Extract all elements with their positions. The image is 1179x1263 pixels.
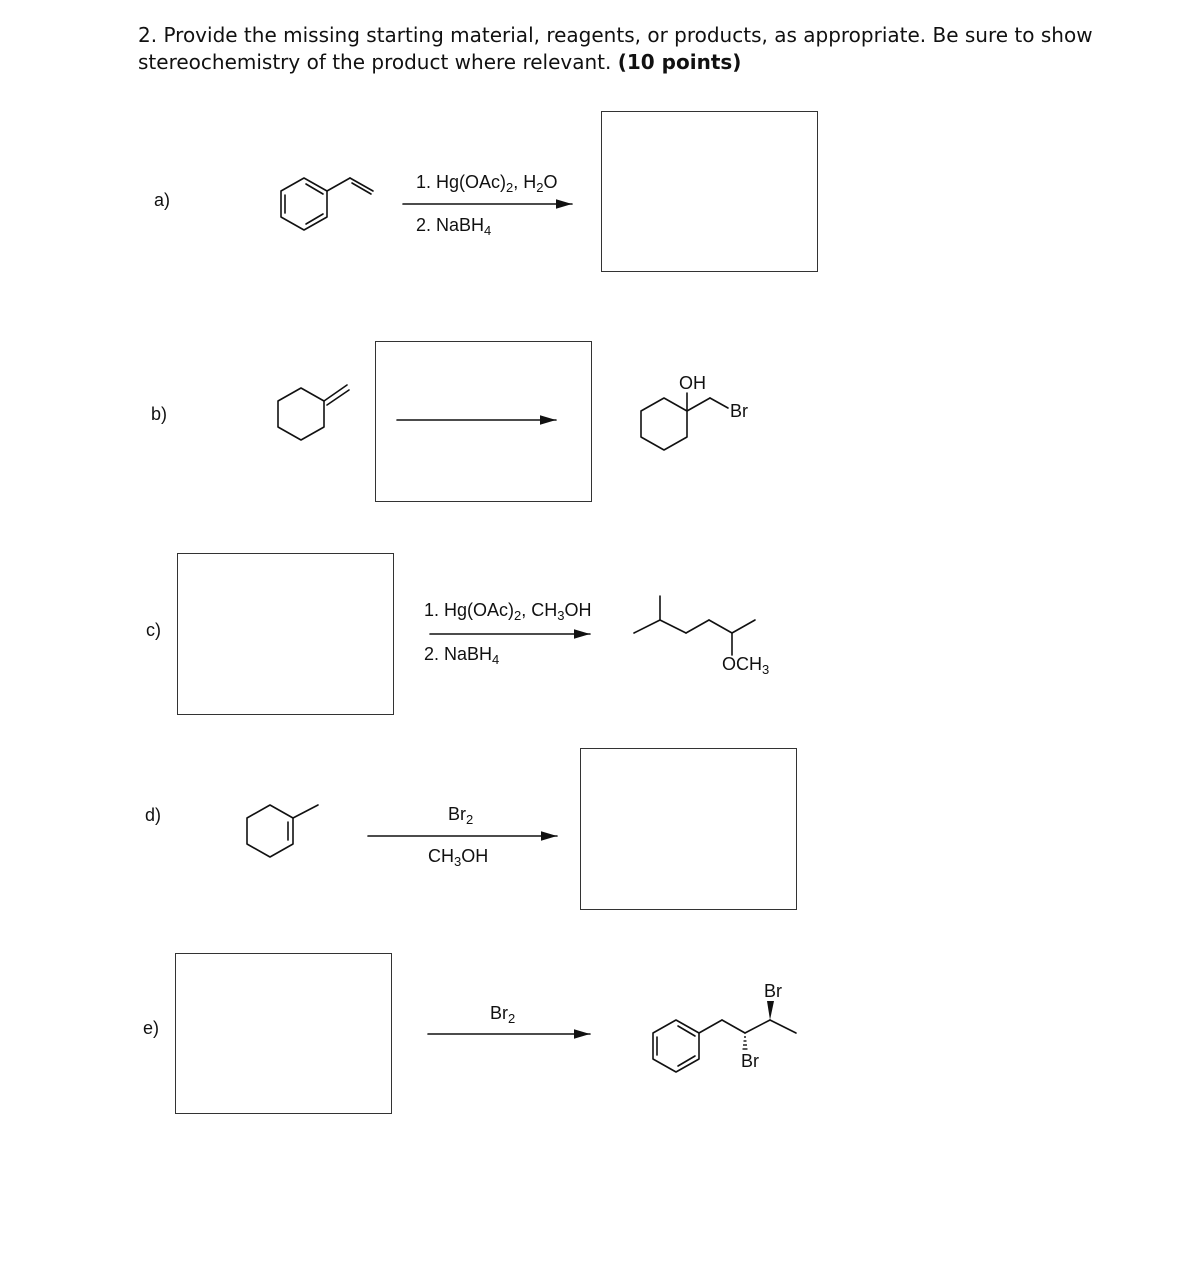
answer-box-b-reagents[interactable] <box>375 341 592 502</box>
methylcyclohexene-structure <box>247 805 318 857</box>
e-br-top-label: Br <box>764 981 782 1001</box>
label-e: e) <box>143 1018 160 1038</box>
wedge-bond <box>767 1001 774 1020</box>
c-och3-label: $OCH_3$ <box>722 654 770 677</box>
reagent-c-step1: 1. $Hg(OAc)_2$, $CH_3OH$ <box>424 600 592 623</box>
label-a: a) <box>154 190 171 210</box>
b-br-label: Br <box>730 401 748 421</box>
styrene-structure <box>281 178 373 230</box>
dibromide-structure <box>653 1020 796 1072</box>
answer-box-d-product[interactable] <box>580 748 797 910</box>
question-points: (10 points) <box>617 50 742 74</box>
question-body: Provide the missing starting material, reagents, or products, as appropriate. Be sure to show stereochemistry of the product where relevant. <box>138 23 1093 74</box>
e-br-bottom-label: Br <box>741 1051 759 1071</box>
methyl-ether-chain-structure <box>634 596 755 655</box>
reagent-d-br2: $Br_2$ <box>448 804 474 827</box>
reagent-a-step2: 2. NaBH$_4$ <box>416 215 492 238</box>
label-d: d) <box>145 805 162 825</box>
answer-box-c-starting-material[interactable] <box>177 553 394 715</box>
question-number: 2. <box>138 23 158 47</box>
reagent-a-step1: 1. $Hg(OAc)_2$, $H_2O$ <box>416 172 558 195</box>
reagent-c-step2: 2. NaBH$_4$ <box>424 644 500 667</box>
methylenecyclohexane-structure <box>278 385 349 440</box>
b-oh-label: OH <box>679 373 706 393</box>
label-b: b) <box>151 404 168 424</box>
reagent-e-br2: $Br_2$ <box>490 1003 516 1026</box>
question-text <box>138 22 1098 76</box>
answer-box-a-product[interactable] <box>601 111 818 272</box>
hash-bond <box>743 1037 748 1049</box>
answer-box-e-starting-material[interactable] <box>175 953 392 1114</box>
bromohydrin-structure <box>641 393 728 450</box>
reagent-d-ch3oh: $CH_3OH$ <box>428 846 489 869</box>
label-c: c) <box>146 620 161 640</box>
